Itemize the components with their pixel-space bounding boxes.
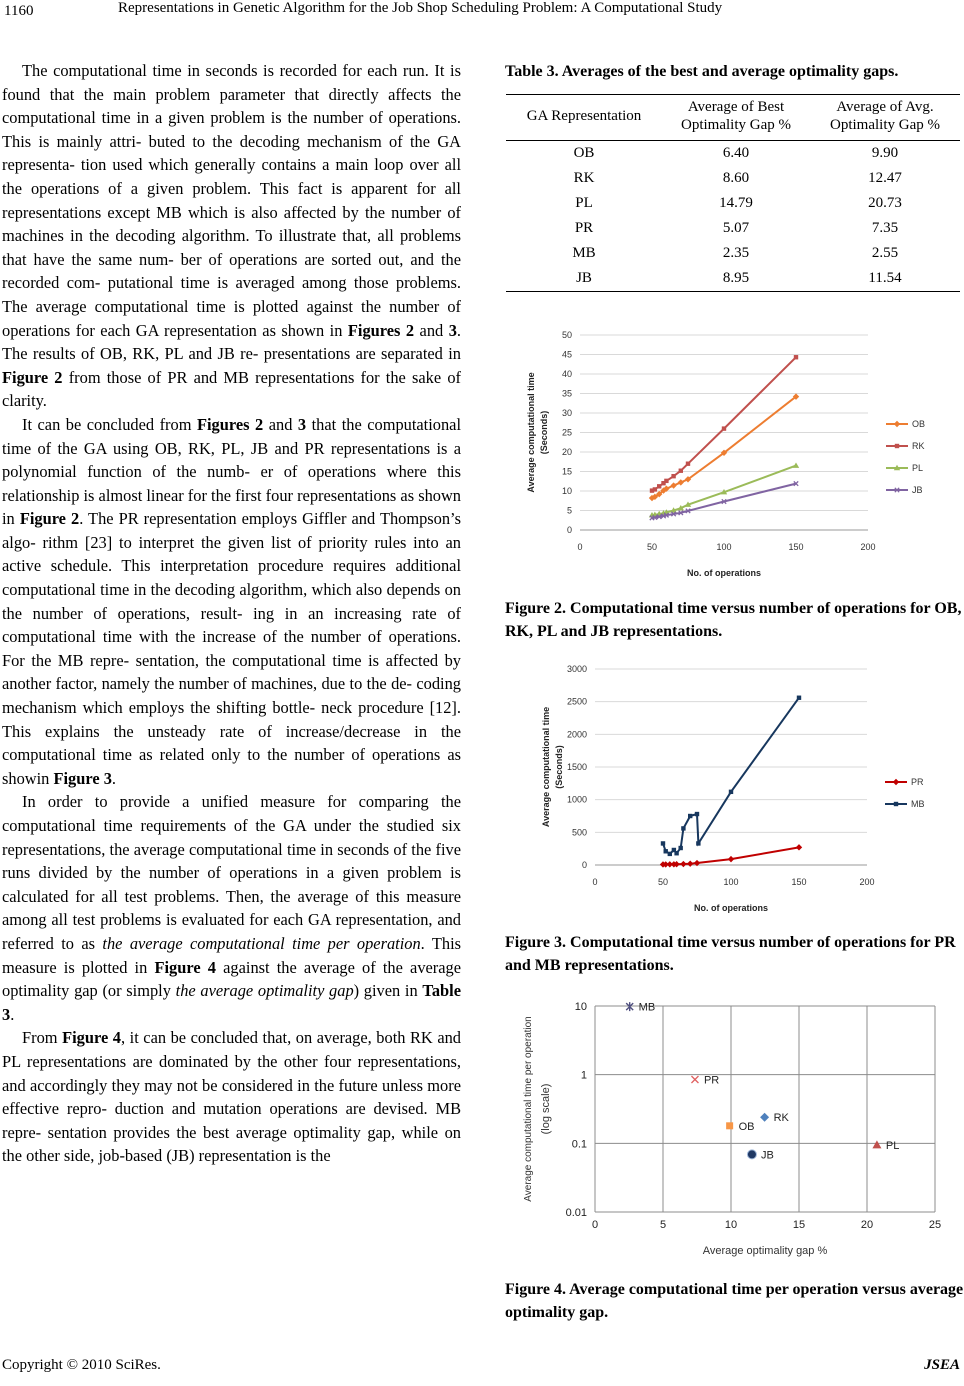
page-header [0, 0, 964, 24]
y-tick-label: 15 [561, 466, 572, 477]
data-point-rk [664, 479, 668, 483]
table-row [506, 241, 960, 266]
data-point-pl [872, 1140, 881, 1148]
paragraph-3: In order to provide a unified measure for comparing the computational time requirements of the GA under the studied six representations, the average computational time in seconds of the five runs divided by the number of operations in a given problem is calculated for all test problems. Then, the average of this measure among all test problems is evaluated for each GA representation, and referred to as the average computational time per operation. This measure is plotted in Figure 4 against the average of the average optimality gap (or simply the average optimality gap) given in Table 3. [2, 792, 461, 1024]
running-title: Representations in Genetic Algorithm for the Job Shop Scheduling Problem: A Computational Study [118, 0, 723, 16]
data-point-mb [626, 1002, 633, 1011]
ref-figure[interactable]: 3 [297, 414, 307, 434]
table-cell: MB [572, 245, 596, 261]
paragraph-4: From Figure 4, it can be concluded that, on average, both RK and PL representations are dominated by the other four representations, and accordingly they may not be considered in the future unless more effective repro- duction and mutation operations are devised. MB repre- sentation provides the best average optimality gap, while on the other side, job-based (JB) representation is the [2, 1028, 461, 1166]
ref-figure[interactable]: Figure 4 [62, 1028, 121, 1048]
legend-marker-ob [894, 421, 900, 427]
y-tick-label: 1500 [566, 762, 587, 772]
x-tick-label: 50 [657, 877, 669, 887]
data-point-rk [679, 469, 683, 473]
table-cell: 7.35 [871, 220, 899, 236]
data-point-mb [674, 851, 678, 855]
data-point-mb [695, 812, 699, 816]
data-point-rk [671, 474, 675, 478]
ref-table[interactable]: Table 3 [2, 981, 461, 1024]
table-3-caption: Table 3. Averages of the best and average optimality gaps. [505, 63, 899, 80]
footer-copyright: Copyright © 2010 SciRes. [2, 1357, 161, 1373]
x-tick-label: 15 [792, 1219, 806, 1231]
legend-label: RK [912, 441, 925, 451]
y-axis-label: Average computational time per operation [523, 1016, 534, 1202]
legend-label: PR [911, 777, 924, 787]
y-tick-label: 5 [566, 505, 572, 516]
paragraph-1: The computational time in seconds is recorded for each run. It is found that the main problem parameter that directly affects the computational time in a given problem is the number of operations. This is mainly attri- buted to the decoding mechanism of the GA representa- tion used which generally contains a main loop over all the operations of a given problem. This fact is apparent for all representations except MB which is also affected by the number of machines in the decoding algorithm. To illustrate that, all problems that have the same num- ber of operations are sorted out, and the recorded com- putational time is averaged among those problems. The average computational time is plotted against the number of operations for each GA representation as shown in Figures 2 and 3. The results of OB, RK, PL and JB re- presentations are separated in Figure 2 from those of PR and MB representations for the sake of clarity. [2, 61, 461, 411]
ref-figure[interactable]: Figures 2 [196, 414, 264, 434]
data-point-pr [680, 861, 686, 867]
y-axis-label: Average computational time [541, 706, 551, 828]
table-row [506, 266, 960, 292]
table-cell: 20.73 [868, 195, 902, 211]
table-row [506, 216, 960, 241]
y-tick-label: 40 [561, 369, 572, 379]
body-text-left-column [2, 59, 461, 1168]
data-point-ob [678, 479, 684, 485]
x-tick-label: 150 [791, 877, 807, 887]
y-axis-label: (Seconds) [539, 410, 549, 455]
data-point-pr [691, 1076, 698, 1083]
table-cell: 9.90 [871, 145, 899, 161]
figure-4-caption: Figure 4. Average computational time per operation versus average optimality gap. [505, 1281, 964, 1321]
table-row [506, 141, 960, 167]
page-number: 1160 [4, 3, 34, 19]
x-tick-label: 0 [592, 877, 598, 887]
table-header: GA Representation [506, 95, 662, 141]
y-tick-label: 10 [561, 486, 572, 496]
table-header: Average of Avg. Optimality Gap % [810, 95, 960, 141]
series-line-rk [652, 357, 796, 490]
legend-marker-pr [893, 779, 899, 785]
data-point-mb [661, 841, 665, 845]
legend-marker-rk [895, 444, 899, 448]
figure-3-chart [510, 657, 960, 919]
table-cell: OB [573, 145, 595, 161]
data-point-mb [664, 849, 668, 853]
data-point-rk [760, 1113, 769, 1122]
y-tick-label: 10 [574, 1001, 587, 1013]
table-cell: 12.47 [868, 170, 902, 186]
data-point-rk [722, 426, 726, 430]
table-cell: 6.40 [722, 145, 750, 161]
data-point-mb [678, 846, 682, 850]
data-point-mb [797, 696, 801, 700]
x-axis-label: Average optimality gap % [702, 1245, 828, 1257]
figure-4-chart [515, 992, 955, 1262]
table-cell: RK [573, 170, 595, 186]
y-tick-label: 500 [571, 827, 587, 838]
data-label: MB [638, 1001, 656, 1014]
x-tick-label: 200 [860, 542, 876, 552]
ref-figure[interactable]: Figure 2 [19, 509, 80, 529]
y-tick-label: 2500 [566, 696, 587, 707]
y-tick-label: 45 [561, 349, 572, 360]
y-tick-label: 2000 [566, 729, 587, 740]
y-tick-label: 3000 [566, 664, 587, 674]
y-tick-label: 1000 [566, 794, 587, 805]
data-point-rk [653, 487, 657, 491]
table-cell: 8.95 [722, 270, 750, 286]
data-point-rk [686, 462, 690, 466]
table-row [506, 191, 960, 216]
ref-figure[interactable]: Figures 2 [347, 320, 415, 340]
table-cell: 8.60 [722, 170, 750, 186]
y-tick-label: 25 [561, 427, 572, 438]
y-axis-label: Average computational time [526, 372, 536, 493]
paragraph-2: It can be concluded from Figures 2 and 3 that the computational time of the GA using OB, RK, PL, JB and PR representations is a polynomial function of the numb- er of operations where this relationship is almost linear for the first four representations as shown in Figure 2. The PR representation employs Giffler and Thompson’s algo- rithm [23] to interpret the given list of priority rules into an active schedule. This interpretation procedure requires additional computational time in the decoding algorithm, which also depends on the number of operations, result- ing in an increasing rate of computational time with the increase of the number of operations. For the MB repre- sentation, the computational time is affected by another factor, namely the number of machines, due to the de- coding mechanism which employs the shifting bottle- neck procedure [12]. This explains the unsteady rate of increase/decrease in the computational time as related only to the number of operations as showin Figure 3. [2, 414, 461, 788]
x-tick-label: 150 [788, 542, 804, 552]
legend-label: OB [912, 419, 926, 429]
x-tick-label: 0 [591, 1219, 599, 1231]
x-tick-label: 10 [724, 1219, 738, 1231]
x-tick-label: 0 [577, 542, 583, 552]
y-tick-label: 1 [580, 1069, 587, 1082]
legend-label: PL [912, 463, 924, 473]
x-axis-label: No. of operations [694, 903, 768, 913]
data-point-pr [728, 856, 734, 862]
ref-figure[interactable]: Figure 3 [53, 768, 112, 788]
y-tick-label: 0 [581, 860, 587, 870]
data-point-pr [796, 844, 802, 850]
y-tick-label: 20 [561, 447, 572, 457]
ref-figure[interactable]: 3 [448, 320, 457, 340]
data-point-pl [793, 462, 799, 467]
data-point-mb [729, 790, 733, 794]
table-cell: 2.35 [722, 245, 750, 261]
table-cell: JB [576, 270, 592, 286]
x-tick-label: 100 [716, 542, 732, 552]
data-point-jb [747, 1150, 756, 1159]
y-tick-label: 0.1 [571, 1138, 587, 1151]
data-point-mb [681, 826, 685, 830]
footer-journal: JSEA [924, 1357, 960, 1373]
y-tick-label: 50 [561, 330, 572, 340]
table-cell: 2.55 [871, 245, 899, 261]
y-axis-label: (log scale) [540, 1083, 552, 1135]
y-axis-label: (Seconds) [554, 745, 564, 789]
ref-figure[interactable]: Figure 4 [154, 957, 216, 977]
table-cell: PR [574, 220, 594, 236]
data-point-mb [668, 852, 672, 856]
x-tick-label: 5 [659, 1219, 667, 1231]
table-cell: 11.54 [868, 270, 902, 286]
x-tick-label: 50 [646, 542, 658, 552]
x-tick-label: 20 [860, 1219, 874, 1231]
figure-3-caption: Figure 3. Computational time versus number of operations for PR and MB representations. [505, 934, 956, 974]
legend-marker-mb [894, 802, 898, 806]
data-point-rk [657, 484, 661, 488]
x-tick-label: 25 [928, 1219, 942, 1231]
data-point-pr [687, 860, 693, 866]
y-tick-label: 30 [561, 408, 572, 418]
figure-2-caption: Figure 2. Computational time versus number of operations for OB, RK, PL and JB representations. [505, 600, 962, 640]
figure-2-chart [510, 323, 960, 585]
table-cell: 14.79 [719, 195, 753, 211]
data-point-ob [670, 482, 676, 488]
data-label: PR [703, 1074, 720, 1087]
y-tick-label: 0.01 [565, 1207, 587, 1219]
legend-label: JB [912, 485, 923, 495]
x-tick-label: 200 [859, 877, 875, 887]
y-tick-label: 35 [561, 388, 572, 399]
data-point-ob [726, 1122, 733, 1129]
ref-figure[interactable]: Figure 2 [2, 367, 63, 387]
data-label: JB [760, 1149, 774, 1162]
x-tick-label: 100 [723, 877, 739, 887]
data-label: RK [773, 1112, 789, 1125]
data-point-mb [696, 841, 700, 845]
table-3 [506, 94, 960, 292]
data-label: OB [738, 1120, 755, 1133]
data-point-mb [688, 814, 692, 818]
table-cell: 5.07 [722, 220, 750, 236]
table-header: Average of Best Optimality Gap % [662, 95, 810, 141]
data-label: PL [885, 1139, 900, 1152]
y-tick-label: 0 [566, 525, 572, 535]
table-row [506, 166, 960, 191]
legend-label: MB [911, 799, 925, 809]
x-axis-label: No. of operations [687, 568, 761, 578]
data-point-rk [794, 355, 798, 359]
table-cell: PL [575, 195, 593, 211]
